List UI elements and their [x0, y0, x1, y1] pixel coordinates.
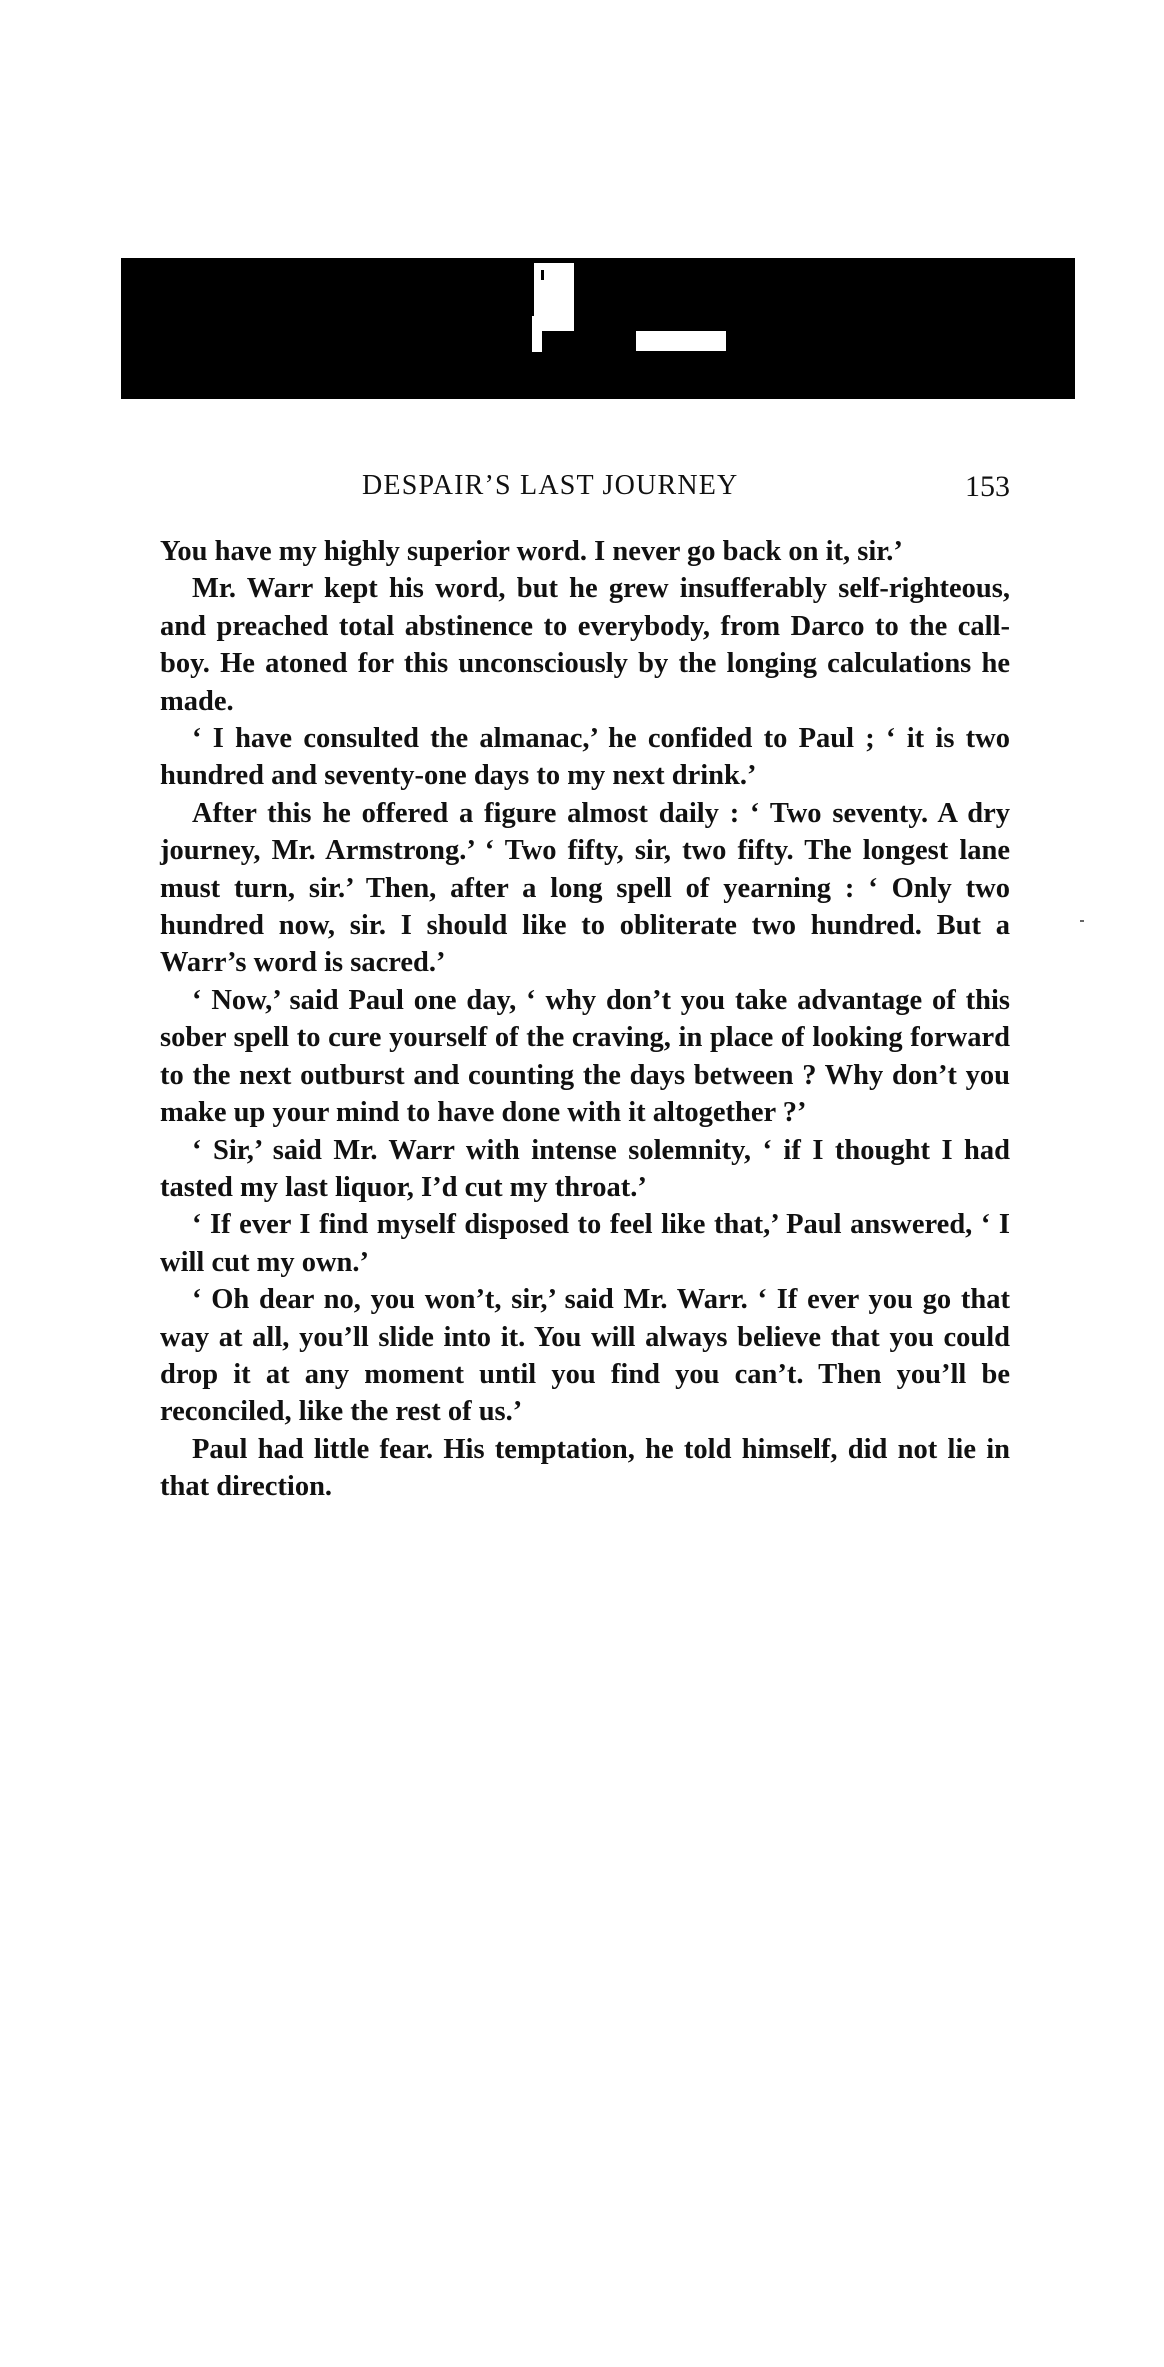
paragraph: You have my highly superior word. I never go back on it, sir.’	[160, 536, 903, 567]
band-notch	[541, 270, 544, 280]
paragraph: After this he offered a figure almost daily : ‘ Two seventy. A dry journey, Mr. Armstrong.’ ‘ Two fifty, sir, two fifty. The longest lane must turn, sir.’ Then, after a long spell of yearning : ‘ Only two hundred now, sir. I should like to obliterate two hundred. But a Warr’s word is sacred.’	[160, 797, 1010, 979]
running-title: DESPAIR’S LAST JOURNEY	[362, 470, 739, 501]
paragraph: Paul had little fear. His temptation, he told himself, did not lie in that direction.	[160, 1433, 1010, 1503]
redaction-band	[121, 258, 1075, 399]
stray-mark	[1080, 920, 1084, 922]
page-number: 153	[965, 470, 1010, 503]
paragraph: ‘ Sir,’ said Mr. Warr with intense solemnity, ‘ if I thought I had tasted my last liquor, I’d cut my throat.’	[160, 1134, 1010, 1203]
band-notch	[636, 331, 726, 351]
paragraph: ‘ If ever I find myself disposed to feel like that,’ Paul answered, ‘ I will cut my own.’	[160, 1209, 1010, 1278]
paragraph: Mr. Warr kept his word, but he grew insufferably self-righteous, and preached total abstinence to everybody, from Darco to the call-boy. He atoned for this unconsciously by the longing calculations he made.	[160, 573, 1010, 717]
paragraph: ‘ Oh dear no, you won’t, sir,’ said Mr. Warr. ‘ If ever you go that way at all, you’ll slide into it. You will always believe that you could drop it at any moment until you find you can’t. Then you’ll be reconciled, like the rest of us.’	[160, 1284, 1010, 1428]
paragraph: ‘ I have consulted the almanac,’ he confided to Paul ; ‘ it is two hundred and seventy-one days to my next drink.’	[160, 723, 1010, 792]
band-notch	[532, 316, 542, 352]
paragraph: ‘ Now,’ said Paul one day, ‘ why don’t you take advantage of this sober spell to cure yourself of the craving, in place of looking forward to the next outburst and counting the days between ? Why don’t you make up your mind to have done with it altogether ?’	[160, 984, 1010, 1129]
running-head	[160, 470, 1010, 510]
body-text	[160, 533, 1010, 1506]
